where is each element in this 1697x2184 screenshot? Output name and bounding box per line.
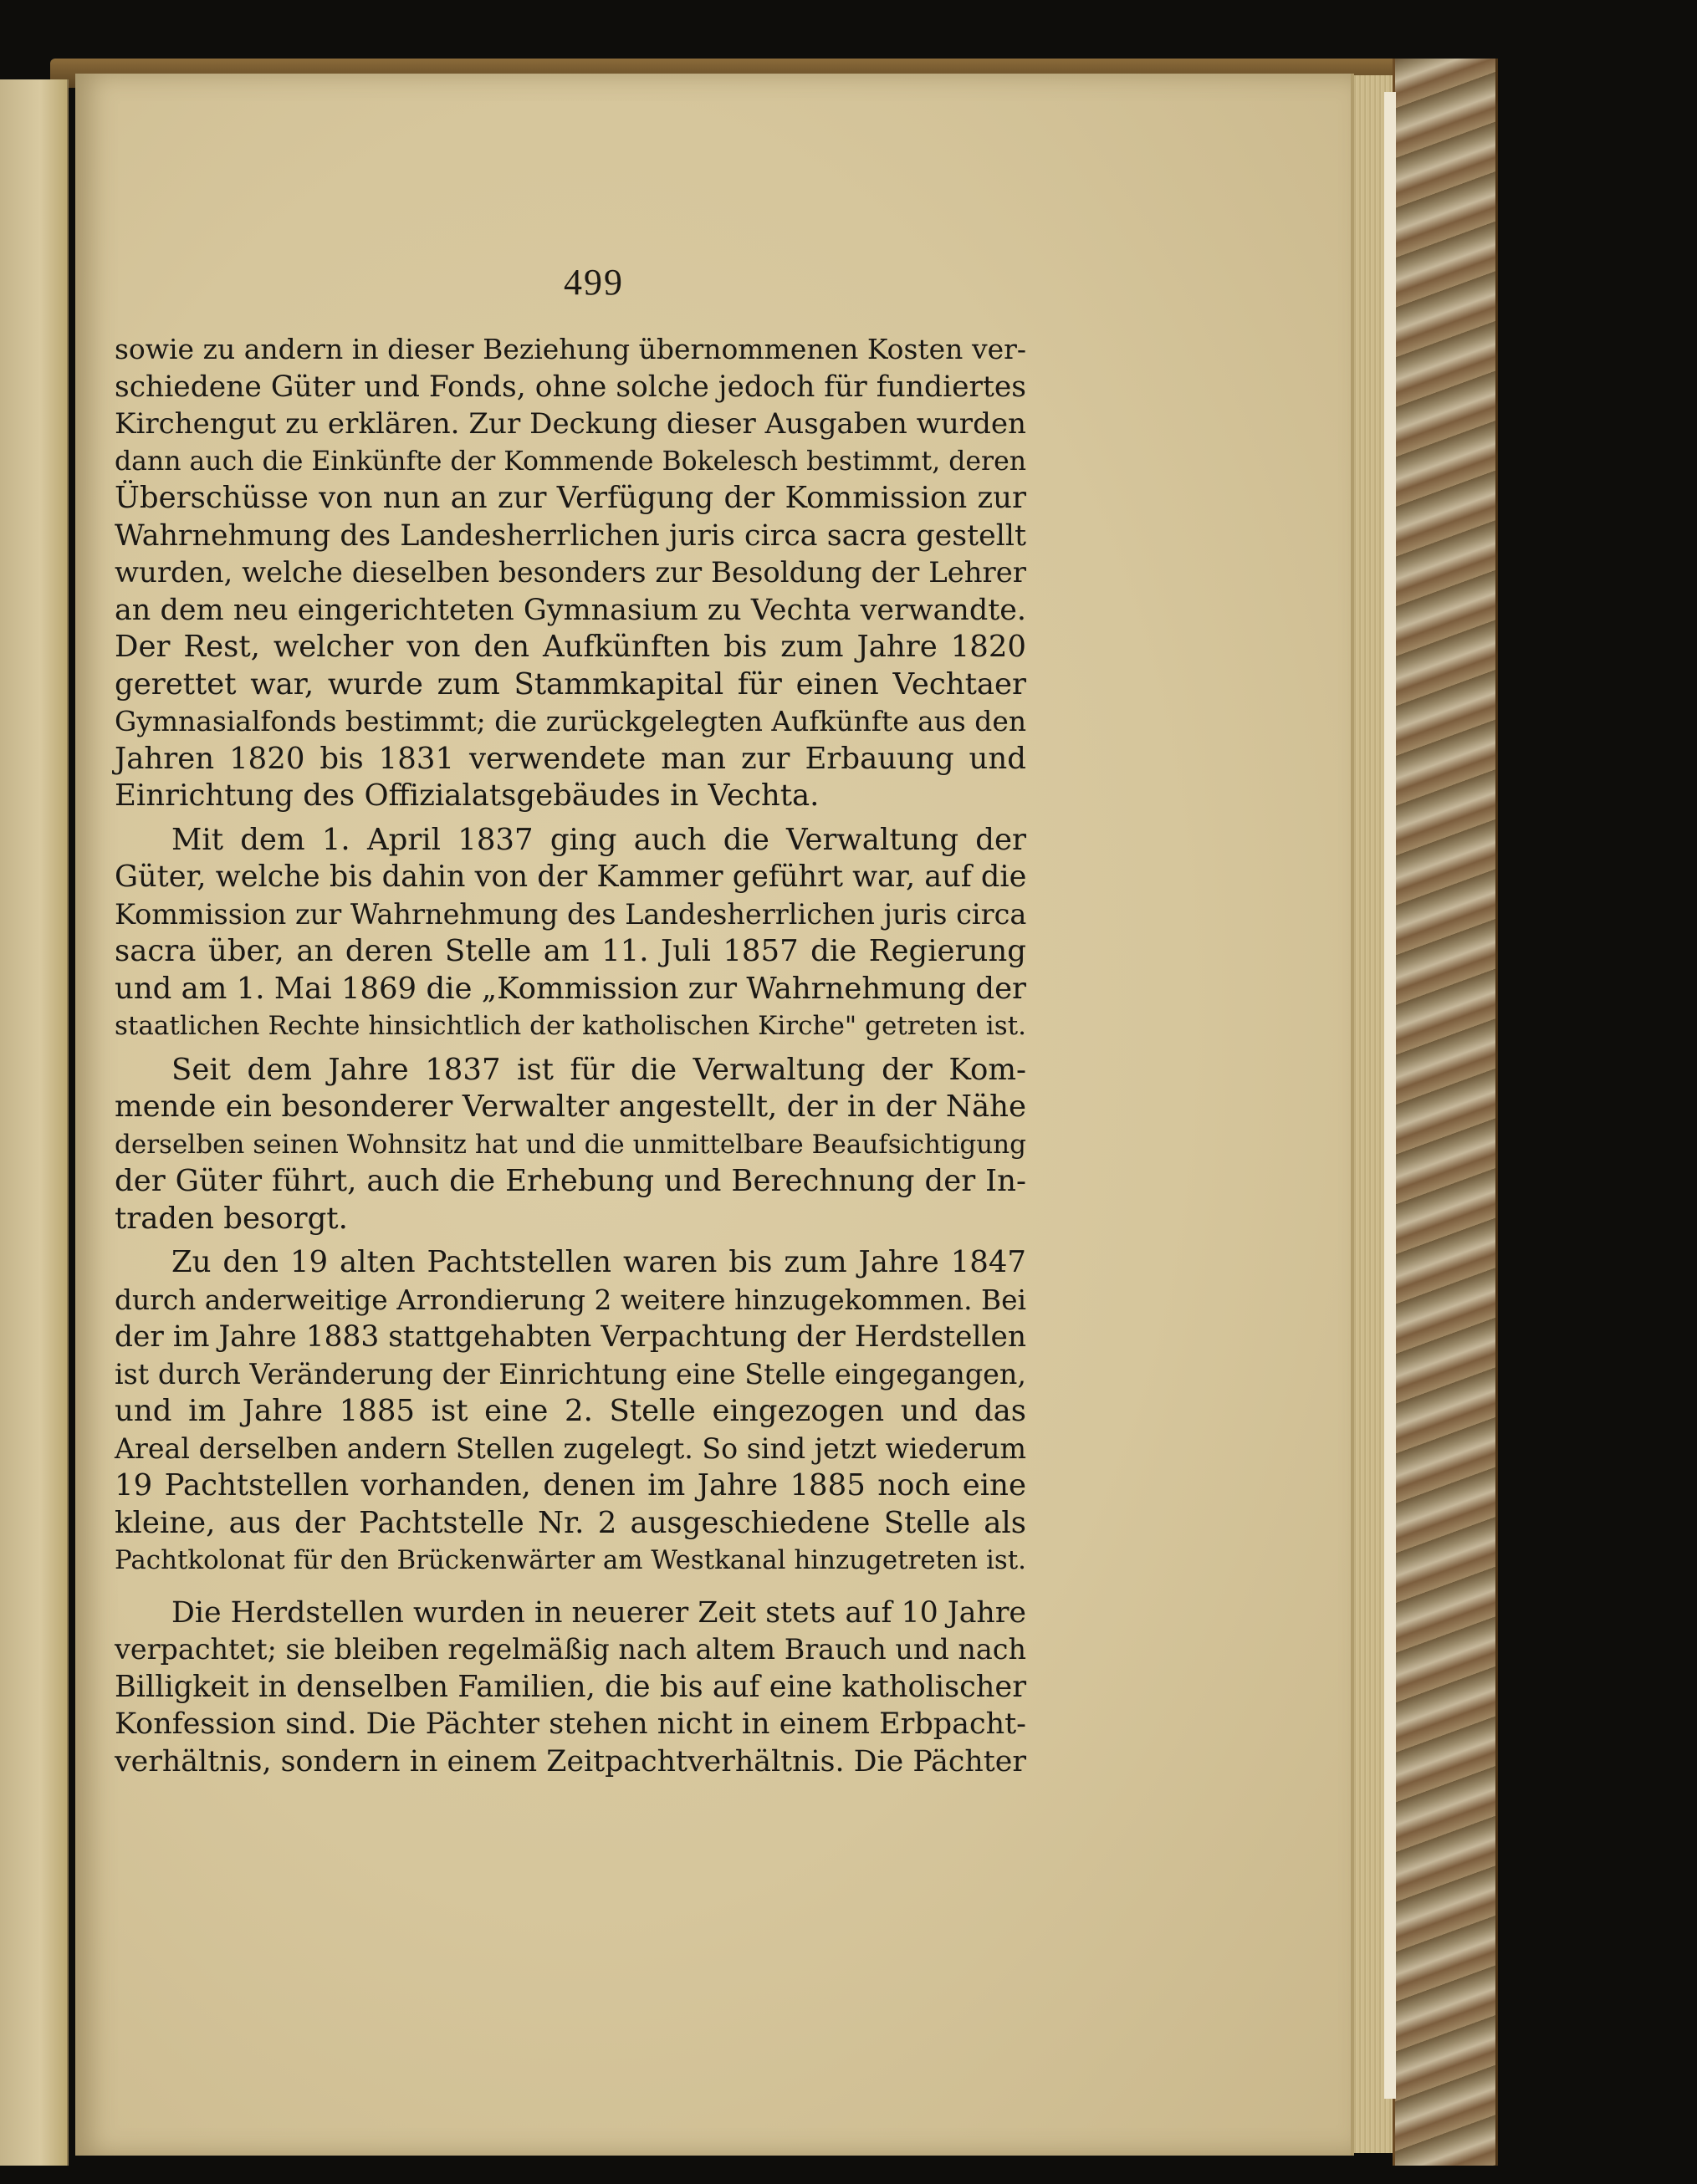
text-line: Billigkeit in denselben Familien, die bis auf eine katholischer — [115, 1669, 1026, 1704]
text-line: Mit dem 1. April 1837 ging auch die Verwaltung der — [171, 822, 1026, 857]
text-line: traden besorgt. — [115, 1201, 348, 1236]
text-line: Pachtkolonat für den Brückenwärter am Westkanal hinzugetreten ist. — [115, 1545, 1026, 1575]
page-white-edge — [1384, 92, 1396, 2099]
text-line: verhältnis, sondern in einem Zeitpachtverhältnis. Die Pächter — [115, 1744, 1026, 1778]
text-line: 19 Pachtstellen vorhanden, denen im Jahre 1885 noch eine — [115, 1468, 1026, 1503]
text-line: und im Jahre 1885 ist eine 2. Stelle eingezogen und das — [115, 1394, 1026, 1428]
text-line: Der Rest, welcher von den Aufkünften bis zum Jahre 1820 — [115, 630, 1026, 664]
text-line: Die Herdstellen wurden in neuerer Zeit stets auf 10 Jahre — [171, 1595, 1026, 1630]
text-line: Konfession sind. Die Pächter stehen nicht in einem Erbpacht- — [115, 1707, 1026, 1741]
text-line: Jahren 1820 bis 1831 verwendete man zur Erbauung und — [115, 741, 1026, 776]
text-line: Güter, welche bis dahin von der Kammer geführt war, auf die — [115, 860, 1027, 894]
marbled-endpaper — [1393, 59, 1498, 2166]
text-line: Gymnasialfonds bestimmt; die zurückgelegten Aufkünfte aus den — [115, 705, 1026, 737]
text-line: Einrichtung des Offizialatsgebäudes in Vechta. — [115, 778, 820, 813]
text-line: dann auch die Einkünfte der Kommende Bokelesch bestimmt, deren — [115, 446, 1027, 477]
text-line: und am 1. Mai 1869 die „Kommission zur Wahrnehmung der — [115, 971, 1026, 1006]
text-line: verpachtet; sie bleiben regelmäßig nach altem Brauch und nach — [115, 1633, 1026, 1666]
text-line: Wahrnehmung des Landesherrlichen juris circa sacra gestellt — [115, 518, 1026, 553]
text-line: Zu den 19 alten Pachtstellen waren bis zum Jahre 1847 — [171, 1245, 1026, 1279]
text-line: Areal derselben andern Stellen zugelegt. So sind jetzt wiederum — [115, 1431, 1026, 1465]
left-page-edge — [0, 79, 69, 2166]
text-line: der Güter führt, auch die Erhebung und Berechnung der In- — [115, 1164, 1026, 1198]
page-body-text — [115, 331, 1026, 1780]
text-line: an dem neu eingerichteten Gymnasium zu Vechta verwandte. — [115, 593, 1026, 627]
text-line: mende ein besonderer Verwalter angestellt, der in der Nähe — [115, 1089, 1026, 1124]
text-line: staatlichen Rechte hinsichtlich der katholischen Kirche" getreten ist. — [115, 1011, 1026, 1041]
text-line: derselben seinen Wohnsitz hat und die unmittelbare Beaufsichtigung — [115, 1129, 1026, 1160]
text-line: Überschüsse von nun an zur Verfügung der Kommission zur — [115, 481, 1026, 515]
text-line: durch anderweitige Arrondierung 2 weitere hinzugekommen. Bei — [115, 1283, 1026, 1316]
text-line: gerettet war, wurde zum Stammkapital für einen Vechtaer — [115, 666, 1026, 702]
paragraph — [115, 331, 1026, 815]
paragraph — [115, 1595, 1026, 1781]
page-number: 499 — [564, 262, 624, 303]
paragraph — [115, 1052, 1026, 1238]
text-line: ist durch Veränderung der Einrichtung eine Stelle eingegangen, — [115, 1357, 1027, 1391]
text-line: schiedene Güter und Fonds, ohne solche jedoch für fundiertes — [115, 370, 1026, 404]
text-line: kleine, aus der Pachtstelle Nr. 2 ausgeschiedene Stelle als — [115, 1505, 1026, 1540]
text-line: Kommission zur Wahrnehmung des Landesherrlichen juris circa — [115, 897, 1027, 931]
text-line: sowie zu andern in dieser Beziehung übernommenen Kosten ver- — [115, 333, 1026, 365]
paragraph — [115, 1244, 1026, 1579]
text-line: Kirchengut zu erklären. Zur Deckung dieser Ausgaben wurden — [115, 407, 1026, 441]
text-line: wurden, welche dieselben besonders zur Besoldung der Lehrer — [115, 556, 1026, 589]
text-line: der im Jahre 1883 stattgehabten Verpachtung der Herdstellen — [115, 1320, 1026, 1354]
paragraph — [115, 822, 1026, 1045]
text-line: sacra über, an deren Stelle am 11. Juli 1857 die Regierung — [115, 934, 1026, 968]
text-line: Seit dem Jahre 1837 ist für die Verwaltung der Kom- — [171, 1052, 1026, 1087]
